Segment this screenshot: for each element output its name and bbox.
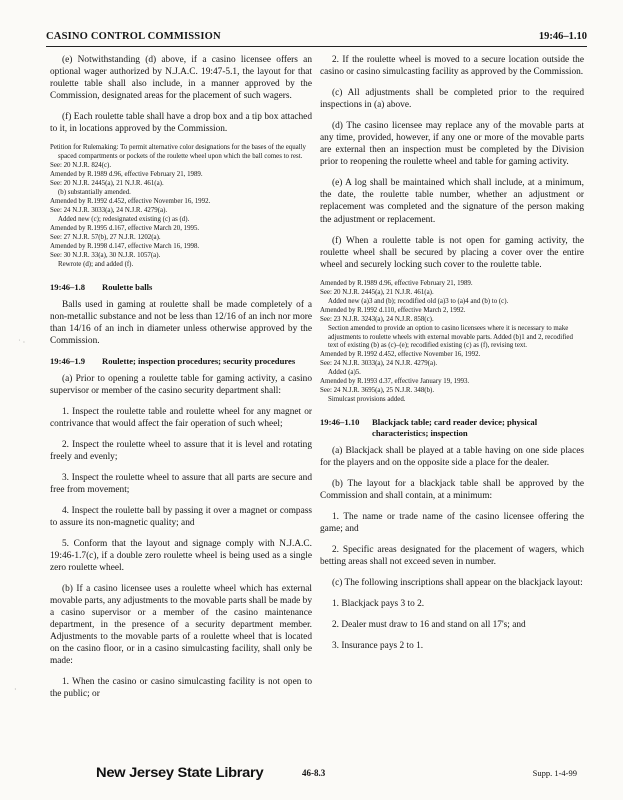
- paragraph-f: (f) When a roulette table is not open for gaming activity, the roulette wheel shall be secured by placing a cover over the entire wheel and securely locking such cover to the roulette table.: [320, 235, 584, 270]
- history-line: See: 20 N.J.R. 2445(a), 21 N.J.R. 461(a).: [50, 180, 164, 188]
- header-section: 19:46–1.10: [538, 31, 587, 42]
- history-line: See: 27 N.J.R. 57(b), 27 N.J.R. 1202(a).: [50, 233, 161, 241]
- list-item: 1. When the casino or casino simulcasting facility is not open to the public; or: [50, 677, 312, 700]
- margin-mark: ˙ ·: [18, 338, 26, 347]
- header-title: CASINO CONTROL COMMISSION: [46, 31, 221, 42]
- running-header: [46, 30, 587, 47]
- list-item: 2. Inspect the roulette wheel to assure that it is level and rotating freely and evenly;: [50, 439, 312, 462]
- history-line: (b) substantially amended.: [58, 189, 131, 197]
- list-item: 3. Insurance pays 2 to 1.: [332, 641, 424, 652]
- history-line: Added new (a)3 and (b); recodified old (a)3 to (a)4 and (b) to (c).: [328, 297, 509, 305]
- history-line: Amended by R.1993 d.37, effective January 19, 1993.: [320, 378, 470, 386]
- page-number: 46-8.3: [302, 768, 326, 778]
- paragraph-d: (d) The casino licensee may replace any of the movable parts at any time, provided, however, if any one or more of the movable parts are external then an inspection must be completed by the Division prior to reopening the roulette wheel and table for gaming activity.: [320, 121, 584, 168]
- paragraph-c: (c) All adjustments shall be completed prior to the required inspections in (a) above.: [320, 88, 584, 111]
- history-line: Rewrote (d); and added (f).: [58, 260, 134, 268]
- history-line: Added (a)5.: [328, 369, 361, 377]
- left-column: [50, 54, 312, 710]
- history-line: Amended by R.1992 d.452, effective November 16, 1992.: [320, 351, 481, 359]
- section-number: 19:46–1.9: [50, 355, 86, 366]
- section-title: Roulette balls: [102, 281, 153, 292]
- history-line: See: 20 N.J.R. 824(c).: [50, 162, 112, 170]
- margin-mark: ·: [14, 685, 17, 694]
- section-heading-1-9: [50, 356, 312, 367]
- section-number: 19:46–1.8: [50, 281, 86, 292]
- paragraph-c: (c) The following inscriptions shall appear on the blackjack layout:: [332, 578, 583, 589]
- history-line: See: 20 N.J.R. 2445(a), 21 N.J.R. 461(a).: [320, 288, 434, 296]
- section-heading-1-8: [50, 282, 312, 293]
- history-line: Section amended to provide an option to casino licensees where it is necessary to make adjustments to roulette wheels with external movable parts. Added (b)1 and 2, recodified text of existing (b) as (c)–(e); recodified existing (c) as (f), revising text.: [328, 324, 573, 350]
- history-note-1-7: [50, 144, 312, 270]
- history-line: See: 30 N.J.R. 33(a), 30 N.J.R. 1057(a).: [50, 251, 161, 259]
- list-item: 5. Conform that the layout and signage comply with N.J.A.C. 19:46-1.7(c), if a double zero roulette wheel is being used as a single zero roulette wheel.: [50, 538, 312, 574]
- supplement-date: Supp. 1-4-99: [532, 768, 577, 778]
- section-heading-1-10: [320, 417, 584, 438]
- history-line: Amended by R.1995 d.167, effective March 20, 1995.: [50, 225, 200, 232]
- section-title: Roulette; inspection procedures; security procedures: [102, 355, 296, 366]
- section-1-8-text: Balls used in gaming at roulette shall be made completely of a non-metallic substance and not be less than 12/16 of an inch nor more than 14/16 of an inch in diameter unless otherwise approved by the Commission.: [50, 299, 312, 346]
- history-line: See: 24 N.J.R. 3695(a), 25 N.J.R. 348(b).: [320, 387, 435, 395]
- paragraph-a: (a) Prior to opening a roulette table for gaming activity, a casino supervisor or member of the casino security department shall:: [50, 373, 312, 396]
- paragraph-f: (f) Each roulette table shall have a drop box and a tip box attached to it, in locations approved by the Commission.: [50, 112, 312, 135]
- section-title: Blackjack table; card reader device; physical characteristics; inspection: [372, 417, 538, 438]
- library-stamp-logo: New Jersey State Library: [96, 764, 264, 780]
- history-line: Amended by R.1989 d.96, effective February 21, 1989.: [320, 279, 473, 287]
- paragraph-b: (b) The layout for a blackjack table shall be approved by the Commission and shall contain, at a minimum:: [320, 478, 584, 501]
- list-item: 4. Inspect the roulette ball by passing it over a magnet or compass to assure its non-magnetic quality; and: [50, 505, 312, 528]
- paragraph-e: (e) Notwithstanding (d) above, if a casino licensee offers an optional wager authorized by N.J.A.C. 19:47-5.1, the layout for that roulette table shall also include, in a manner approved by the Commission, designated areas for the placement of such wagers.: [50, 55, 312, 102]
- paragraph-b: (b) If a casino licensee uses a roulette wheel which has external movable parts, any adjustments to the movable parts shall be made by a casino supervisor or a member of the casino maintenance department, in the presence of a security department member. Adjustments to the movable parts of a roulette wheel that is located on the casino floor, or in a casino simulcasting facility, shall only be made:: [50, 584, 312, 667]
- section-number: 19:46–1.10: [320, 417, 360, 428]
- list-item: 1. Blackjack pays 3 to 2.: [332, 599, 425, 610]
- page-footer: [0, 764, 623, 788]
- history-line: Petition for Rulemaking: To permit alternative color designations for the bases of the equally spaced compartments or pockets of the roulette wheel upon which the ball comes to rest.: [50, 144, 307, 161]
- history-line: Amended by R.1989 d.96, effective February 21, 1989.: [50, 171, 203, 179]
- history-line: See: 23 N.J.R. 3243(a), 24 N.J.R. 858(c).: [320, 315, 434, 323]
- history-line: See: 24 N.J.R. 3033(a), 24 N.J.R. 4279(a).: [320, 360, 438, 368]
- history-line: See: 24 N.J.R. 3033(a), 24 N.J.R. 4279(a).: [50, 207, 168, 215]
- paragraph-e: (e) A log shall be maintained which shall include, at a minimum, the date, the roulette table number, whether an adjustment or replacement was completed and the signature of the person making the adjustment or replacement.: [320, 178, 584, 225]
- right-column: [320, 54, 584, 661]
- history-note-1-9: [320, 280, 584, 406]
- list-item: 2. Specific areas designated for the placement of wagers, which betting areas shall not exceed seven in number.: [320, 545, 584, 568]
- paragraph-a: (a) Blackjack shall be played at a table having on one side places for the players and on the opposite side a place for the dealer.: [320, 445, 584, 468]
- history-line: Amended by R.1992 d.452, effective November 16, 1992.: [50, 198, 211, 206]
- list-item: 1. Inspect the roulette table and roulette wheel for any magnet or contrivance that would affect the fair operation of such wheel;: [50, 406, 312, 429]
- list-item: 3. Inspect the roulette wheel to assure that all parts are secure and free from movement;: [50, 472, 312, 495]
- list-item: 2. Dealer must draw to 16 and stand on all 17's; and: [332, 620, 526, 631]
- history-line: Simulcast provisions added.: [328, 396, 406, 404]
- list-item: 2. If the roulette wheel is moved to a secure location outside the casino or casino simulcasting facility as approved by the Commission.: [320, 55, 584, 78]
- history-line: Amended by R.1998 d.147, effective March 16, 1998.: [50, 242, 200, 250]
- history-line: Added new (c); redesignated existing (c) as (d).: [58, 216, 190, 224]
- list-item: 1. The name or trade name of the casino licensee offering the game; and: [320, 511, 584, 534]
- history-line: Amended by R.1992 d.110, effective March 2, 1992.: [320, 306, 466, 314]
